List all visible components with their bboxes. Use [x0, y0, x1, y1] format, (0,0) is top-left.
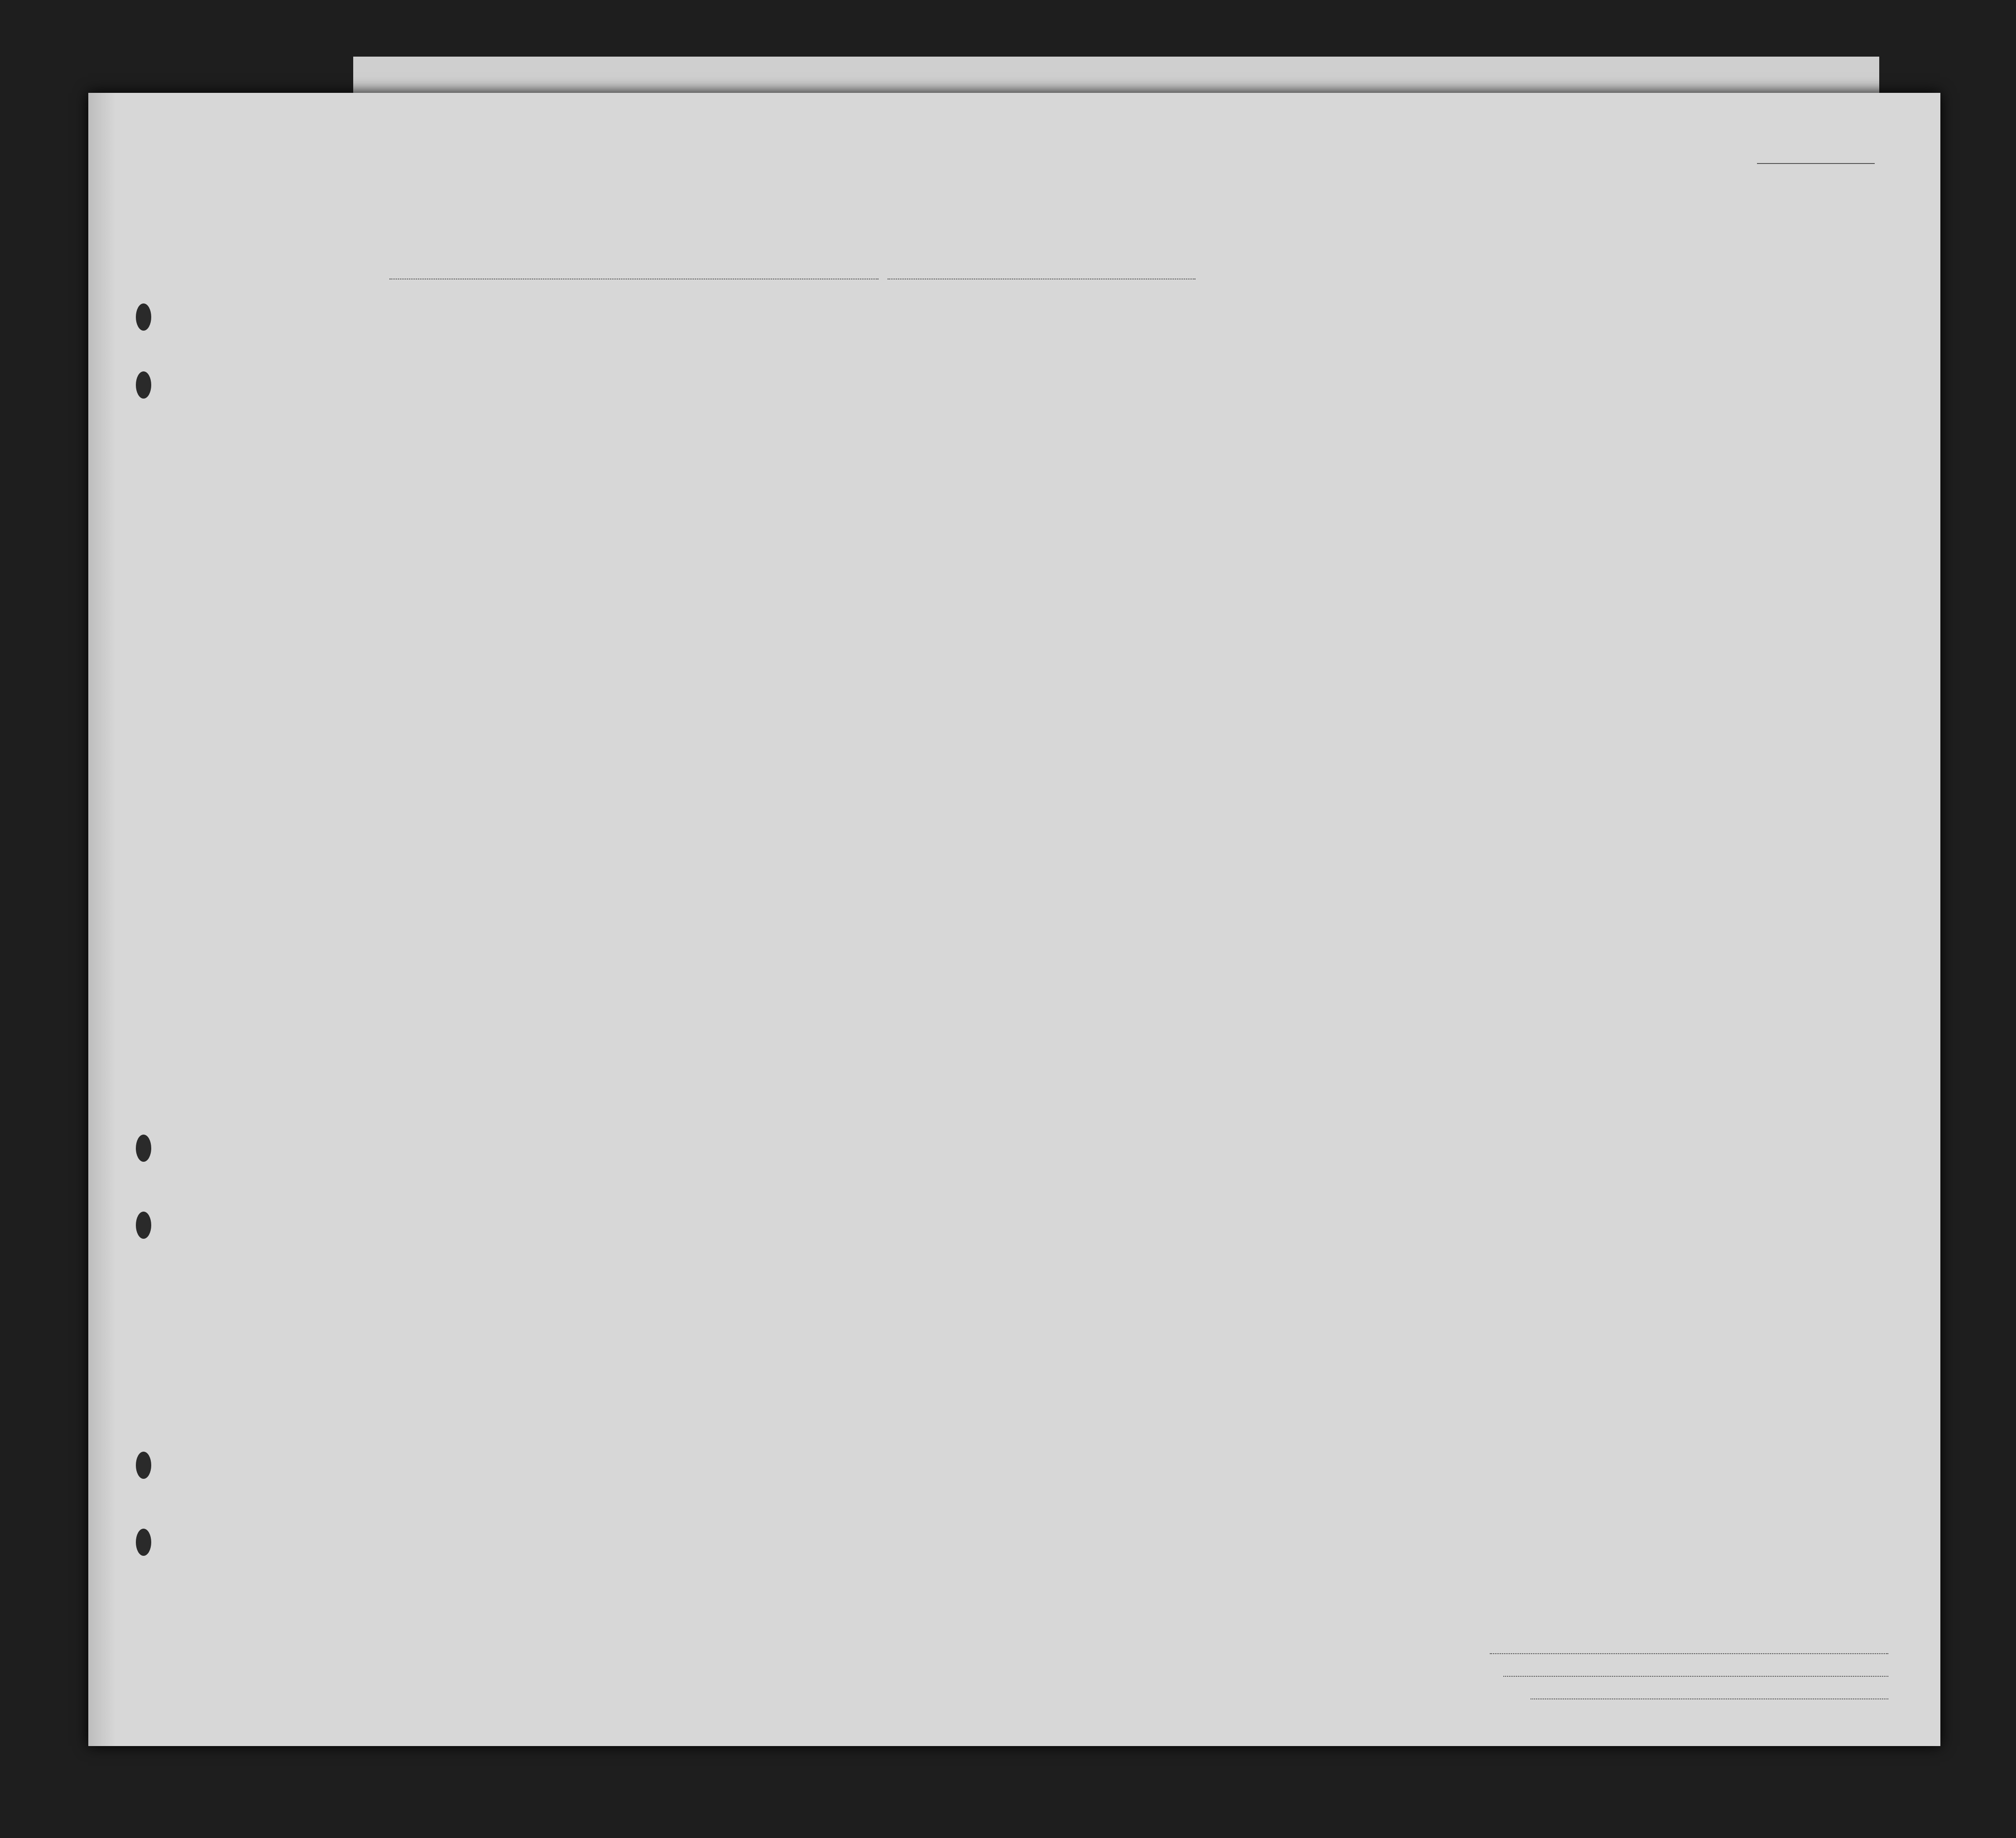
line-underline [1490, 1653, 1888, 1654]
owners-underline [1503, 1676, 1888, 1677]
agents-underline [1531, 1698, 1888, 1699]
